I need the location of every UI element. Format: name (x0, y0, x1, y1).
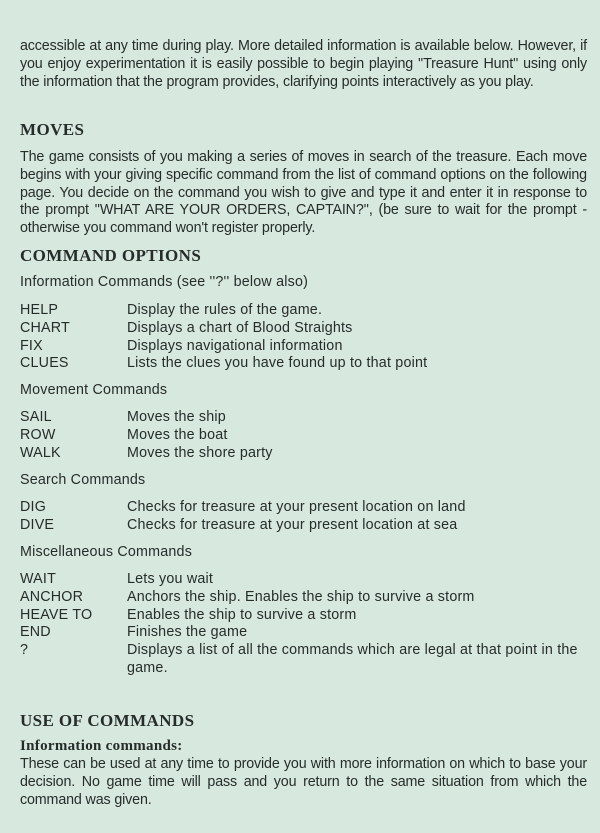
command-description: Display the rules of the game. (127, 302, 323, 318)
command-row-sail (20, 409, 590, 427)
command-name: ? (20, 642, 29, 659)
command-description: Lets you wait (127, 571, 214, 587)
command-row-clues (20, 355, 590, 373)
command-row-help (20, 302, 590, 320)
command-name: DIVE (20, 516, 55, 533)
use-of-commands-heading: USE OF COMMANDS (20, 711, 195, 730)
command-row-wait (20, 571, 590, 589)
command-description: Checks for treasure at your present location on land (127, 499, 466, 515)
moves-paragraph: The game consists of you making a series of moves in search of the treasure. Each move begins with your giving specific command from the list of command options on the following page. You decide on the command you wish to give and type it and enter it in response to the prompt ''WHAT ARE YOUR ORDERS, CAPTAIN?'', (be sure to wait for the prompt - otherwise you command won't register properly. (20, 149, 587, 237)
command-row-walk (20, 445, 590, 463)
command-name: ANCHOR (20, 588, 84, 605)
movement-commands-list (20, 409, 590, 462)
command-description: Displays a list of all the commands which are legal at that point in the game. (127, 642, 578, 676)
command-name: END (20, 624, 51, 641)
command-name: HEAVE TO (20, 606, 93, 623)
command-row-dive (20, 517, 590, 535)
command-row-dig (20, 499, 590, 517)
command-row-heave-to (20, 607, 590, 625)
command-name: HELP (20, 302, 59, 318)
command-row-chart (20, 320, 590, 338)
command-description: Moves the shore party (127, 444, 273, 461)
command-description: Displays a chart of Blood Straights (127, 319, 353, 336)
command-row-fix (20, 338, 590, 356)
command-description: Moves the boat (127, 426, 228, 443)
search-commands-list (20, 499, 590, 535)
use-of-commands-paragraph: These can be used at any time to provide you with more information on which to base your decision. No game time will pass and you return to the same situation from which the command was given. (20, 756, 587, 808)
information-commands-title: Information Commands (see ''?'' below also) (20, 274, 309, 290)
miscellaneous-commands-title: Miscellaneous Commands (20, 544, 193, 560)
command-description: Checks for treasure at your present location at sea (127, 516, 458, 533)
command-description: Moves the ship (127, 409, 226, 425)
command-description: Finishes the game (127, 624, 248, 641)
search-commands-title: Search Commands (20, 472, 146, 488)
command-name: CHART (20, 319, 70, 336)
command-name: WALK (20, 444, 61, 461)
command-name: ROW (20, 426, 56, 443)
command-name: SAIL (20, 409, 52, 425)
command-options-heading: COMMAND OPTIONS (20, 246, 202, 265)
information-commands-list (20, 302, 590, 373)
movement-commands-title: Movement Commands (20, 382, 168, 398)
intro-paragraph: accessible at any time during play. More detailed information is available below. However, if you enjoy experimentation it is easily possible to begin playing ''Treasure Hunt'' using only the information that the program provides, clarifying points interactively as you play. (20, 38, 587, 90)
moves-heading: MOVES (20, 120, 85, 139)
command-description: Enables the ship to survive a storm (127, 606, 357, 623)
command-row-question (20, 642, 590, 678)
command-name: FIX (20, 337, 43, 354)
command-row-anchor (20, 589, 590, 607)
miscellaneous-commands-list (20, 571, 590, 678)
command-name: DIG (20, 499, 47, 515)
command-name: CLUES (20, 355, 69, 372)
command-row-row (20, 427, 590, 445)
command-row-end (20, 624, 590, 642)
command-description: Displays navigational information (127, 337, 343, 354)
command-name: WAIT (20, 571, 57, 587)
command-description: Lists the clues you have found up to that point (127, 355, 428, 372)
information-commands-subheading: Information commands: (20, 738, 183, 754)
command-description: Anchors the ship. Enables the ship to survive a storm (127, 588, 475, 605)
